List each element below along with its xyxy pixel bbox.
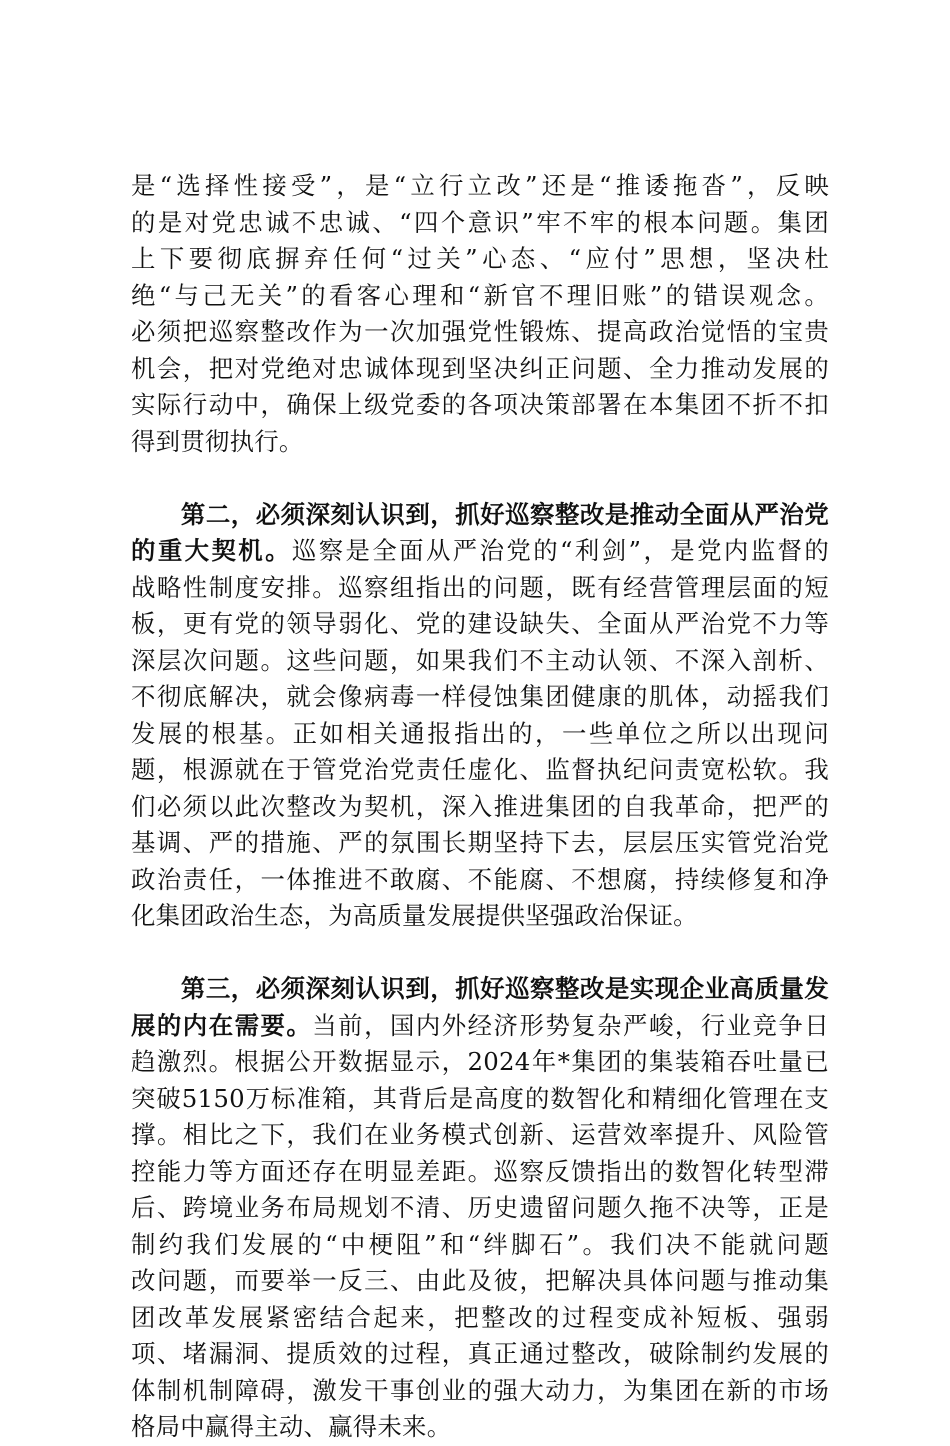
- text-line: [131, 825, 829, 862]
- body-text: 当前，国内外经济形势复杂严峻，行业竞争日: [312, 1010, 829, 1040]
- text-line: [131, 205, 829, 242]
- body-text: 机会，把对党绝对忠诚体现到坚决纠正问题、全力推动发展的: [131, 353, 829, 383]
- body-text: 必须把巡察整改作为一次加强党性锻炼、提高政治觉悟的宝贵: [131, 317, 829, 346]
- body-text: 撑。相比之下，我们在业务模式创新、运营效率提升、风险管: [131, 1120, 829, 1149]
- text-line: [131, 643, 829, 680]
- body-text: 突破5150万标准箱，其背后是高度的数智化和精细化管理在支: [131, 1083, 829, 1113]
- text-line: [131, 387, 829, 424]
- body-text: 化集团政治生态，为高质量发展提供坚强政治保证。: [131, 901, 698, 930]
- paragraph-gap: [131, 460, 829, 497]
- text-line: [131, 862, 829, 899]
- text-line: [131, 679, 829, 716]
- body-text: 团改革发展紧密结合起来，把整改的过程变成补短板、强弱: [131, 1302, 829, 1332]
- document-page: [131, 168, 829, 1446]
- body-text: 得到贯彻执行。: [131, 426, 304, 456]
- text-line: [131, 278, 829, 315]
- body-text: 发展的根基。正如相关通报指出的，一些单位之所以出现问: [131, 718, 829, 748]
- text-line: [131, 314, 829, 351]
- text-line: [131, 1409, 829, 1446]
- text-line: [131, 497, 829, 534]
- body-text: 控能力等方面还存在明显差距。巡察反馈指出的数智化转型滞: [131, 1156, 829, 1186]
- text-line: [131, 752, 829, 789]
- text-line: [131, 1044, 829, 1081]
- body-text: 上下要彻底摒弃任何“过关”心态、“应付”思想，坚决杜: [131, 244, 829, 273]
- body-text: 们必须以此次整改为契机，深入推进集团的自我革命，把严的: [131, 791, 829, 821]
- bold-heading-text: 第二，必须深刻认识到，抓好巡察整改是推动全面从严治党: [131, 499, 829, 529]
- text-line: [131, 1117, 829, 1154]
- paragraph-2: [131, 497, 829, 935]
- text-line: [131, 168, 829, 205]
- text-line: [131, 1154, 829, 1191]
- text-line: [131, 533, 829, 570]
- body-text: 实际行动中，确保上级党委的各项决策部署在本集团不折不扣: [131, 390, 829, 419]
- text-line: [131, 716, 829, 753]
- text-line: [131, 898, 829, 935]
- text-line: [131, 241, 829, 278]
- text-line: [131, 1081, 829, 1118]
- text-line: [131, 424, 829, 461]
- bold-heading-text: 第三，必须深刻认识到，抓好巡察整改是实现企业高质量发: [131, 974, 829, 1003]
- body-text: 巡察是全面从严治党的“利剑”，是党内监督的: [291, 536, 829, 565]
- body-text: 制约我们发展的“中梗阻”和“绊脚石”。我们决不能就问题: [131, 1229, 829, 1259]
- paragraph-gap: [131, 935, 829, 972]
- text-line: [131, 1190, 829, 1227]
- paragraph-1: [131, 168, 829, 460]
- text-line: [131, 1227, 829, 1264]
- body-text: 体制机制障碍，激发干事创业的强大动力，为集团在新的市场: [131, 1375, 829, 1405]
- body-text: 政治责任，一体推进不敢腐、不能腐、不想腐，持续修复和净: [131, 864, 829, 894]
- text-line: [131, 971, 829, 1008]
- body-text: 战略性制度安排。巡察组指出的问题，既有经营管理层面的短: [131, 572, 829, 602]
- body-text: 趋激烈。根据公开数据显示，2024年*集团的集装箱吞吐量已: [131, 1047, 829, 1076]
- text-line: [131, 351, 829, 388]
- body-text: 题，根源就在于管党治党责任虚化、监督执纪问责宽松软。我: [131, 755, 829, 784]
- body-text: 项、堵漏洞、提质效的过程，真正通过整改，破除制约发展的: [131, 1339, 829, 1368]
- body-text: 深层次问题。这些问题，如果我们不主动认领、不深入剖析、: [131, 645, 829, 675]
- bold-heading-text: 的重大契机。: [131, 536, 292, 565]
- body-text: 的是对党忠诚不忠诚、“四个意识”牢不牢的根本问题。集团: [131, 207, 829, 237]
- text-line: [131, 1336, 829, 1373]
- body-text: 板，更有党的领导弱化、党的建设缺失、全面从严治党不力等: [131, 609, 829, 638]
- bold-heading-text: 展的内在需要。: [131, 1010, 313, 1040]
- text-line: [131, 570, 829, 607]
- body-text: 是“选择性接受”，是“立行立改”还是“推诿拖沓”，反映: [131, 171, 829, 200]
- body-text: 改问题，而要举一反三、由此及彼，把解决具体问题与推动集: [131, 1266, 829, 1295]
- paragraph-3: [131, 971, 829, 1446]
- body-text: 不彻底解决，就会像病毒一样侵蚀集团健康的肌体，动摇我们: [131, 682, 829, 711]
- body-text: 基调、严的措施、严的氛围长期坚持下去，层层压实管党治党: [131, 828, 829, 857]
- text-line: [131, 1008, 829, 1045]
- body-text: 格局中赢得主动、赢得未来。: [131, 1412, 452, 1441]
- text-line: [131, 1263, 829, 1300]
- text-line: [131, 789, 829, 826]
- body-text: 后、跨境业务布局规划不清、历史遗留问题久拖不决等，正是: [131, 1193, 829, 1222]
- text-line: [131, 1300, 829, 1337]
- text-line: [131, 1373, 829, 1410]
- body-text: 绝“与己无关”的看客心理和“新官不理旧账”的错误观念。: [131, 280, 829, 310]
- text-line: [131, 606, 829, 643]
